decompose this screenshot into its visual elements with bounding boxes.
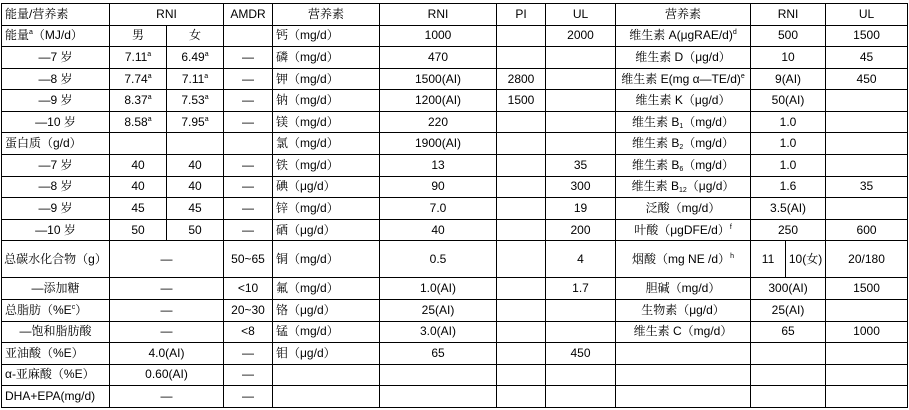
amdr-cell (224, 133, 273, 155)
table-row (2, 68, 908, 90)
alpha-linolenic-rni: 0.60(AI) (110, 364, 224, 386)
carbohydrate-rni: — (110, 241, 224, 278)
mineral-ul: 19 (546, 198, 616, 220)
mineral-rni: 220 (380, 111, 497, 133)
mineral-pi: 1500 (497, 90, 546, 112)
total-fat-amdr: 20~30 (224, 299, 273, 321)
mineral-pi (497, 47, 546, 69)
niacin-female-rni: 10(女) (786, 241, 826, 278)
biotin-ul (826, 299, 908, 321)
amdr-dash: — (224, 111, 273, 133)
table-row (2, 25, 908, 47)
vitamin-d-label: 维生素 D（μg/d） (616, 47, 751, 69)
mineral-pi (497, 343, 546, 365)
table-row (2, 155, 908, 177)
vitamin-a-label: 维生素 A(μgRAE/d)$^d$ (616, 25, 751, 47)
header-pi: PI (497, 4, 546, 26)
mineral-pi (497, 219, 546, 241)
mineral-pi: 2800 (497, 68, 546, 90)
vitamin-c-label: 维生素 C（mg/d） (616, 321, 751, 343)
energy-10-female: 7.95$^a$ (167, 111, 224, 133)
choline-label: 胆碱（mg/d） (616, 278, 751, 300)
protein-8-male: 40 (110, 176, 167, 198)
protein-9-male: 45 (110, 198, 167, 220)
protein-10-male: 50 (110, 219, 167, 241)
mineral-name: 锌（mg/d） (273, 198, 380, 220)
mineral-pi (497, 278, 546, 300)
header-rni: RNI (380, 4, 497, 26)
mineral-pi (497, 133, 546, 155)
table-row (2, 278, 908, 300)
empty-cell (751, 386, 826, 408)
mineral-rni: 13 (380, 155, 497, 177)
empty-cell (380, 386, 497, 408)
empty-cell (616, 386, 751, 408)
energy-7-female: 6.49$^a$ (167, 47, 224, 69)
header-rni: RNI (751, 4, 826, 26)
empty-cell (110, 133, 167, 155)
choline-ul: 1500 (826, 278, 908, 300)
mineral-rni: 1000 (380, 25, 497, 47)
alpha-linolenic-label: α-亚麻酸（%E） (2, 364, 110, 386)
empty-cell (497, 386, 546, 408)
age-9-label: —9 岁 (2, 90, 110, 112)
choline-rni: 300(AI) (751, 278, 826, 300)
folate-rni: 250 (751, 219, 826, 241)
energy-label: 能量$^a$（MJ/d） (2, 25, 110, 47)
biotin-label: 生物素（μg/d） (616, 299, 751, 321)
energy-9-female: 7.53$^a$ (167, 90, 224, 112)
vitamin-b1-ul (826, 111, 908, 133)
mineral-rni: 25(AI) (380, 299, 497, 321)
mineral-rni: 40 (380, 219, 497, 241)
mineral-ul (546, 321, 616, 343)
vitamin-b1-label: 维生素 $B_1(mg/d)$ (616, 111, 751, 133)
mineral-rni: 90 (380, 176, 497, 198)
mineral-rni: 65 (380, 343, 497, 365)
total-fat-label: 总脂肪$(\%E^c)$ (2, 299, 110, 321)
mineral-ul (546, 68, 616, 90)
age-7-label: —7 岁 (2, 47, 110, 69)
header-energy-nutrient: 能量/营养素 (2, 4, 110, 26)
empty-cell (751, 364, 826, 386)
protein-8-female: 40 (167, 176, 224, 198)
mineral-name: 铜（mg/d） (273, 241, 380, 278)
age-9-label: —9 岁 (2, 198, 110, 220)
age-8-label: —8 岁 (2, 68, 110, 90)
table-row (2, 386, 908, 408)
age-10-label: —10 岁 (2, 219, 110, 241)
carbohydrate-amdr: 50~65 (224, 241, 273, 278)
mineral-pi (497, 155, 546, 177)
vitamin-b6-label: 维生素 $B_6(mg/d)$ (616, 155, 751, 177)
mineral-ul: 2000 (546, 25, 616, 47)
vitamin-k-label: 维生素 K（μg/d） (616, 90, 751, 112)
folate-ul: 600 (826, 219, 908, 241)
empty-cell (751, 343, 826, 365)
table-row (2, 133, 908, 155)
header-nutrient: 营养素 (273, 4, 380, 26)
mineral-name: 碘（μg/d） (273, 176, 380, 198)
amdr-dash: — (224, 68, 273, 90)
energy-10-male: 8.58$^a$ (110, 111, 167, 133)
mineral-pi (497, 25, 546, 47)
table-row (2, 90, 908, 112)
vitamin-b12-ul: 35 (826, 176, 908, 198)
mineral-ul: 4 (546, 241, 616, 278)
niacin-label: 烟酸（mg NE /d）$^h$ (616, 241, 751, 278)
dha-epa-rni: — (110, 386, 224, 408)
linoleic-rni: 4.0(AI) (110, 343, 224, 365)
saturated-fat-rni: — (110, 321, 224, 343)
carbohydrate-label: 总碳水化合物（g） (2, 241, 110, 278)
table-row (2, 219, 908, 241)
table-row (2, 343, 908, 365)
mineral-ul: 200 (546, 219, 616, 241)
amdr-dash: — (224, 155, 273, 177)
added-sugar-rni: — (110, 278, 224, 300)
mineral-name: 钙（mg/d） (273, 25, 380, 47)
table-row (2, 321, 908, 343)
mineral-name: 氯（mg/d） (273, 133, 380, 155)
niacin-male-rni: 11 (751, 241, 786, 278)
vitamin-c-ul: 1000 (826, 321, 908, 343)
empty-cell (380, 364, 497, 386)
energy-8-male: 7.74$^a$ (110, 68, 167, 90)
empty-cell (826, 386, 908, 408)
age-7-label: —7 岁 (2, 155, 110, 177)
table-row (2, 241, 908, 278)
energy-9-male: 8.37$^a$ (110, 90, 167, 112)
mineral-name: 氟（mg/d） (273, 278, 380, 300)
energy-8-female: 7.11$^a$ (167, 68, 224, 90)
mineral-rni: 1.0(AI) (380, 278, 497, 300)
amdr-cell (224, 25, 273, 47)
empty-cell (616, 343, 751, 365)
amdr-dash: — (224, 176, 273, 198)
alpha-linolenic-amdr: — (224, 364, 273, 386)
protein-7-female: 40 (167, 155, 224, 177)
mineral-rni: 3.0(AI) (380, 321, 497, 343)
table-row (2, 176, 908, 198)
vitamin-b2-label: 维生素 $B_2(mg/d)$ (616, 133, 751, 155)
empty-cell (546, 386, 616, 408)
vitamin-a-rni: 500 (751, 25, 826, 47)
amdr-dash: — (224, 47, 273, 69)
linoleic-label: 亚油酸（%E） (2, 343, 110, 365)
mineral-rni: 1200(AI) (380, 90, 497, 112)
mineral-ul: 450 (546, 343, 616, 365)
mineral-name: 磷（mg/d） (273, 47, 380, 69)
pantothenic-ul (826, 198, 908, 220)
pantothenic-rni: 3.5(AI) (751, 198, 826, 220)
vitamin-b12-label: 维生素 $B_{12}(\mu g/d)$ (616, 176, 751, 198)
age-8-label: —8 岁 (2, 176, 110, 198)
empty-cell (826, 343, 908, 365)
male-label: 男 (110, 25, 167, 47)
amdr-dash: — (224, 198, 273, 220)
mineral-name: 钾（mg/d） (273, 68, 380, 90)
mineral-pi (497, 198, 546, 220)
mineral-ul (546, 90, 616, 112)
amdr-dash: — (224, 219, 273, 241)
vitamin-b6-rni: 1.0 (751, 155, 826, 177)
mineral-ul (546, 133, 616, 155)
nutrient-reference-table (1, 3, 908, 408)
empty-cell (546, 364, 616, 386)
dha-epa-amdr: — (224, 386, 273, 408)
vitamin-d-rni: 10 (751, 47, 826, 69)
pantothenic-label: 泛酸（mg/d） (616, 198, 751, 220)
mineral-name: 锰（mg/d） (273, 321, 380, 343)
biotin-rni: 25(AI) (751, 299, 826, 321)
mineral-name: 镁（mg/d） (273, 111, 380, 133)
header-rni: RNI (110, 4, 224, 26)
mineral-ul (546, 47, 616, 69)
mineral-name: 铁（mg/d） (273, 155, 380, 177)
female-label: 女 (167, 25, 224, 47)
protein-7-male: 40 (110, 155, 167, 177)
folate-label: 叶酸（μgDFE/d）$^f$ (616, 219, 751, 241)
mineral-name: 铬（μg/d） (273, 299, 380, 321)
header-amdr: AMDR (224, 4, 273, 26)
mineral-pi (497, 176, 546, 198)
vitamin-d-ul: 45 (826, 47, 908, 69)
protein-label: 蛋白质（g/d） (2, 133, 110, 155)
niacin-ul: 20/180 (826, 241, 908, 278)
empty-cell (273, 386, 380, 408)
vitamin-k-rni: 50(AI) (751, 90, 826, 112)
table-row (2, 364, 908, 386)
vitamin-e-label: 维生素 E(mg α—TE/d)$^e$ (616, 68, 751, 90)
header-ul: UL (546, 4, 616, 26)
mineral-name: 钠（mg/d） (273, 90, 380, 112)
mineral-ul (546, 111, 616, 133)
added-sugar-amdr: <10 (224, 278, 273, 300)
mineral-ul: 1.7 (546, 278, 616, 300)
table-row (2, 47, 908, 69)
mineral-pi (497, 321, 546, 343)
total-fat-rni: — (110, 299, 224, 321)
vitamin-b12-rni: 1.6 (751, 176, 826, 198)
mineral-rni: 470 (380, 47, 497, 69)
saturated-fat-amdr: <8 (224, 321, 273, 343)
empty-cell (826, 364, 908, 386)
table-row (2, 198, 908, 220)
table-row (2, 299, 908, 321)
table-row (2, 111, 908, 133)
vitamin-b6-ul (826, 155, 908, 177)
linoleic-amdr: — (224, 343, 273, 365)
mineral-pi (497, 241, 546, 278)
protein-9-female: 45 (167, 198, 224, 220)
mineral-name: 钼（μg/d） (273, 343, 380, 365)
mineral-pi (497, 299, 546, 321)
empty-cell (616, 364, 751, 386)
added-sugar-label: —添加糖 (2, 278, 110, 300)
mineral-ul: 35 (546, 155, 616, 177)
vitamin-k-ul (826, 90, 908, 112)
vitamin-c-rni: 65 (751, 321, 826, 343)
mineral-ul: 300 (546, 176, 616, 198)
saturated-fat-label: —饱和脂肪酸 (2, 321, 110, 343)
protein-10-female: 50 (167, 219, 224, 241)
vitamin-e-rni: 9(AI) (751, 68, 826, 90)
mineral-pi (497, 111, 546, 133)
vitamin-e-ul: 450 (826, 68, 908, 90)
mineral-rni: 1900(AI) (380, 133, 497, 155)
mineral-ul (546, 299, 616, 321)
mineral-rni: 0.5 (380, 241, 497, 278)
mineral-rni: 1500(AI) (380, 68, 497, 90)
empty-cell (497, 364, 546, 386)
header-row (2, 4, 908, 26)
vitamin-b2-ul (826, 133, 908, 155)
age-10-label: —10 岁 (2, 111, 110, 133)
empty-cell (167, 133, 224, 155)
vitamin-a-ul: 1500 (826, 25, 908, 47)
header-ul: UL (826, 4, 908, 26)
mineral-name: 硒（μg/d） (273, 219, 380, 241)
dha-epa-label: DHA+EPA(mg/d) (2, 386, 110, 408)
vitamin-b1-rni: 1.0 (751, 111, 826, 133)
header-nutrient: 营养素 (616, 4, 751, 26)
mineral-rni: 7.0 (380, 198, 497, 220)
empty-cell (273, 364, 380, 386)
energy-7-male: 7.11$^a$ (110, 47, 167, 69)
vitamin-b2-rni: 1.0 (751, 133, 826, 155)
amdr-dash: — (224, 90, 273, 112)
